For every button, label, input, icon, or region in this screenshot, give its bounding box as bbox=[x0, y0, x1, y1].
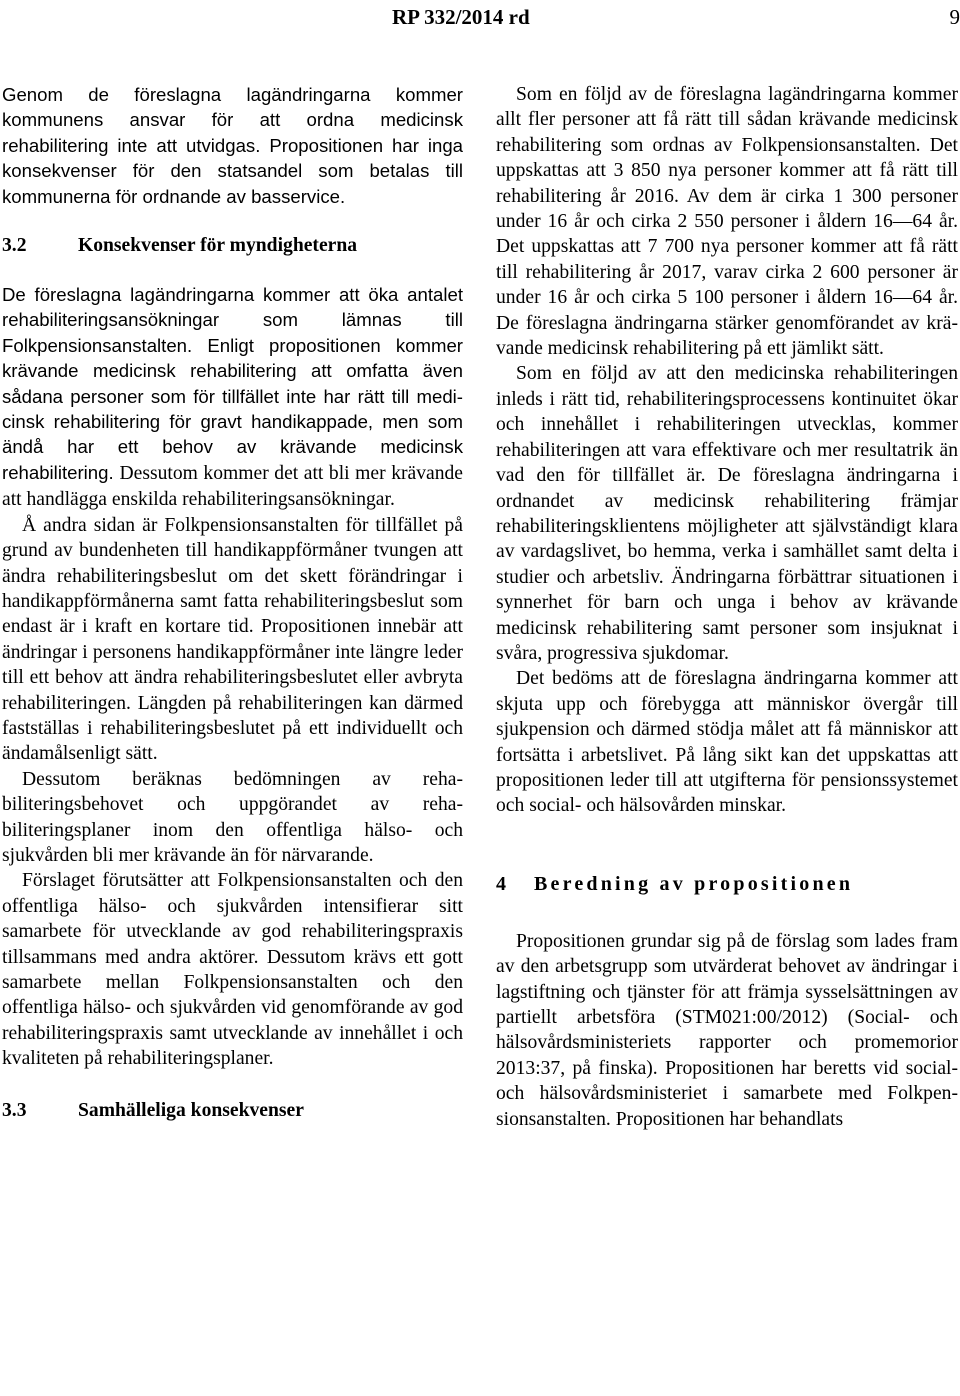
page-number: 9 bbox=[949, 5, 960, 29]
section-number: 3.2 bbox=[2, 235, 27, 257]
chapter-heading-4 bbox=[496, 871, 958, 897]
document-id: RP 332/2014 rd bbox=[392, 5, 530, 29]
body-paragraph: Propositionen grundar sig på de förslag som lades fram av den arbetsgrupp som utvärderat behovet av ändringar i lagstiftning och tjänster för att främja sysselsättningen av partiellt arbetsföra (STM021:00/2012) (Social- och hälsovårdsministeriets rapporter och promemorior 2013:37, på finska). Propositionen har beretts vid social- och hälsovårdsministeriet i samarbete med Folkpensionsanstalten. Propositionen har behandlats bbox=[496, 930, 958, 1130]
left-column bbox=[2, 82, 463, 1123]
page-header bbox=[0, 0, 960, 40]
body-paragraph: Det bedöms att de föreslagna ändringarna kommer att skjuta upp och förebygga att människor övergår till sjukpension och därmed stödja målet att få människor att fortsätta i arbetslivet. På lång sikt kan det uppskattas att propositionen leder till att utgifterna för pensionssystemet och social- och hälsovården minskar. bbox=[496, 668, 958, 817]
chapter-title: Beredning av propositionen bbox=[534, 872, 854, 895]
body-paragraph: Förslaget förutsätter att Folkpensionsanstalten och den offentliga hälso- och sjukvården intensifierar sitt samarbete för utvecklande av god rehabiliteringspraxis tillsammans med andra aktörer. Dessutom krävs ett gott samarbete mellan Folkpensionsanstalten och den offentliga hälso- och sjukvården vid genomförande av god rehabiliteringspraxis samt utvecklande av innehållet i och kvaliteten på rehabiliteringsplaner. bbox=[2, 870, 463, 1070]
section-title: Samhälleliga konsekvenser bbox=[78, 1099, 304, 1121]
body-paragraph: Å andra sidan är Folkpensionsanstalten för tillfället på grund av bundenheten till handikappförmåner tvungen att ändra rehabiliteringsbeslut om det skett förändringar i handikappförmånerna samt fatta rehabiliteringsbeslut som endast är i kraft en kortare tid. Propositionen innebär att ändringar i personens handikappförmåner inte längre leder till ett behov att ändra rehabiliteringsbeslutet eller avbryta rehabiliteringen. Längden på rehabiliteringen kan därmed fastställas i rehabiliteringsbeslutet på ett individuellt och ändamålsenligt sätt. bbox=[2, 514, 463, 765]
body-paragraph: Som en följd av de föreslagna lagändringarna kommer allt fler personer att få rätt till sådan krävande medicinsk rehabilitering som ordnas av Folkpensionsanstalten. Det uppskattas att 3 850 nya personer kommer att få rätt till rehabilitering år 2016. Av dem är cirka 1 300 personer under 16 år och cirka 2 550 personer i åldern 16—64 år. Det uppskattas att 7 700 nya personer kommer att få rätt till rehabilitering år 2017, varav cirka 2 600 personer är under 16 år och cirka 5 100 personer i åldern 16—64 år. De föreslagna ändringarna stärker genomförandet av krävande medicinsk rehabilitering på ett jämlikt sätt. bbox=[496, 84, 958, 360]
intro-paragraph: Genom de föreslagna lagändringarna kommer kommunens ansvar för att ordna medicinsk rehabilitering inte att utvidgas. Propositionen har inga konsekvenser för den statsandel som betalas till kommunerna för ordnande av basservice. bbox=[2, 84, 463, 207]
section-number: 3.3 bbox=[2, 1099, 27, 1121]
section-heading-3-2 bbox=[2, 233, 463, 258]
authorities-text-sans: De föreslagna lagändringarna kommer att öka antalet rehabiliteringsansökningar som lämnas till Folkpensionsanstalten. Enligt propositionen kommer krävande medicinsk rehabilitering att omfatta även sådana personer som för tillfället inte har rätt till medicinsk rehabilitering för gravt handikappade, men som ändå har ett behov av krävande medicinsk rehabilitering. bbox=[2, 284, 463, 483]
section-heading-3-3 bbox=[2, 1098, 463, 1123]
intro-block bbox=[2, 82, 463, 209]
section-title: Konsekvenser för myndigheterna bbox=[78, 235, 358, 257]
authorities-paragraph bbox=[2, 282, 463, 513]
body-paragraph: Dessutom beräknas bedömningen av rehabiliteringsbehovet och uppgörandet av rehabiliteringsplaner inom den offentliga hälso- och sjukvården bli mer krävande än för närvarande. bbox=[2, 768, 463, 866]
chapter-number: 4 bbox=[496, 872, 506, 895]
body-paragraph: Som en följd av att den medicinska rehabiliteringen inleds i rätt tid, rehabiliteringsprocessens kontinuitet ökar och innehållet i rehabiliteringen utvecklas, kommer rehabiliteringen att vara effektivare och mer resultatrik än vad den för tillfället är. De föreslagna ändringarna i ordnandet av medicinsk rehabilitering främjar rehabiliteringsklientens möjligheter att självständigt klara av vardagslivet, bo hemma, verka i samhället samt delta i studier och arbetsliv. Ändringarna förbättrar situationen i synnerhet för barn och unga i behov av krävande medicinsk rehabilitering samt personer som insjuknat i svåra, progressiva sjukdomar. bbox=[496, 363, 958, 664]
right-column bbox=[496, 82, 958, 1132]
authorities-block bbox=[2, 282, 463, 513]
authorities-text-serif: Dessutom kommer det att bli mer krävande att handlägga enskilda rehabiliteringsansökningar. bbox=[2, 462, 463, 511]
